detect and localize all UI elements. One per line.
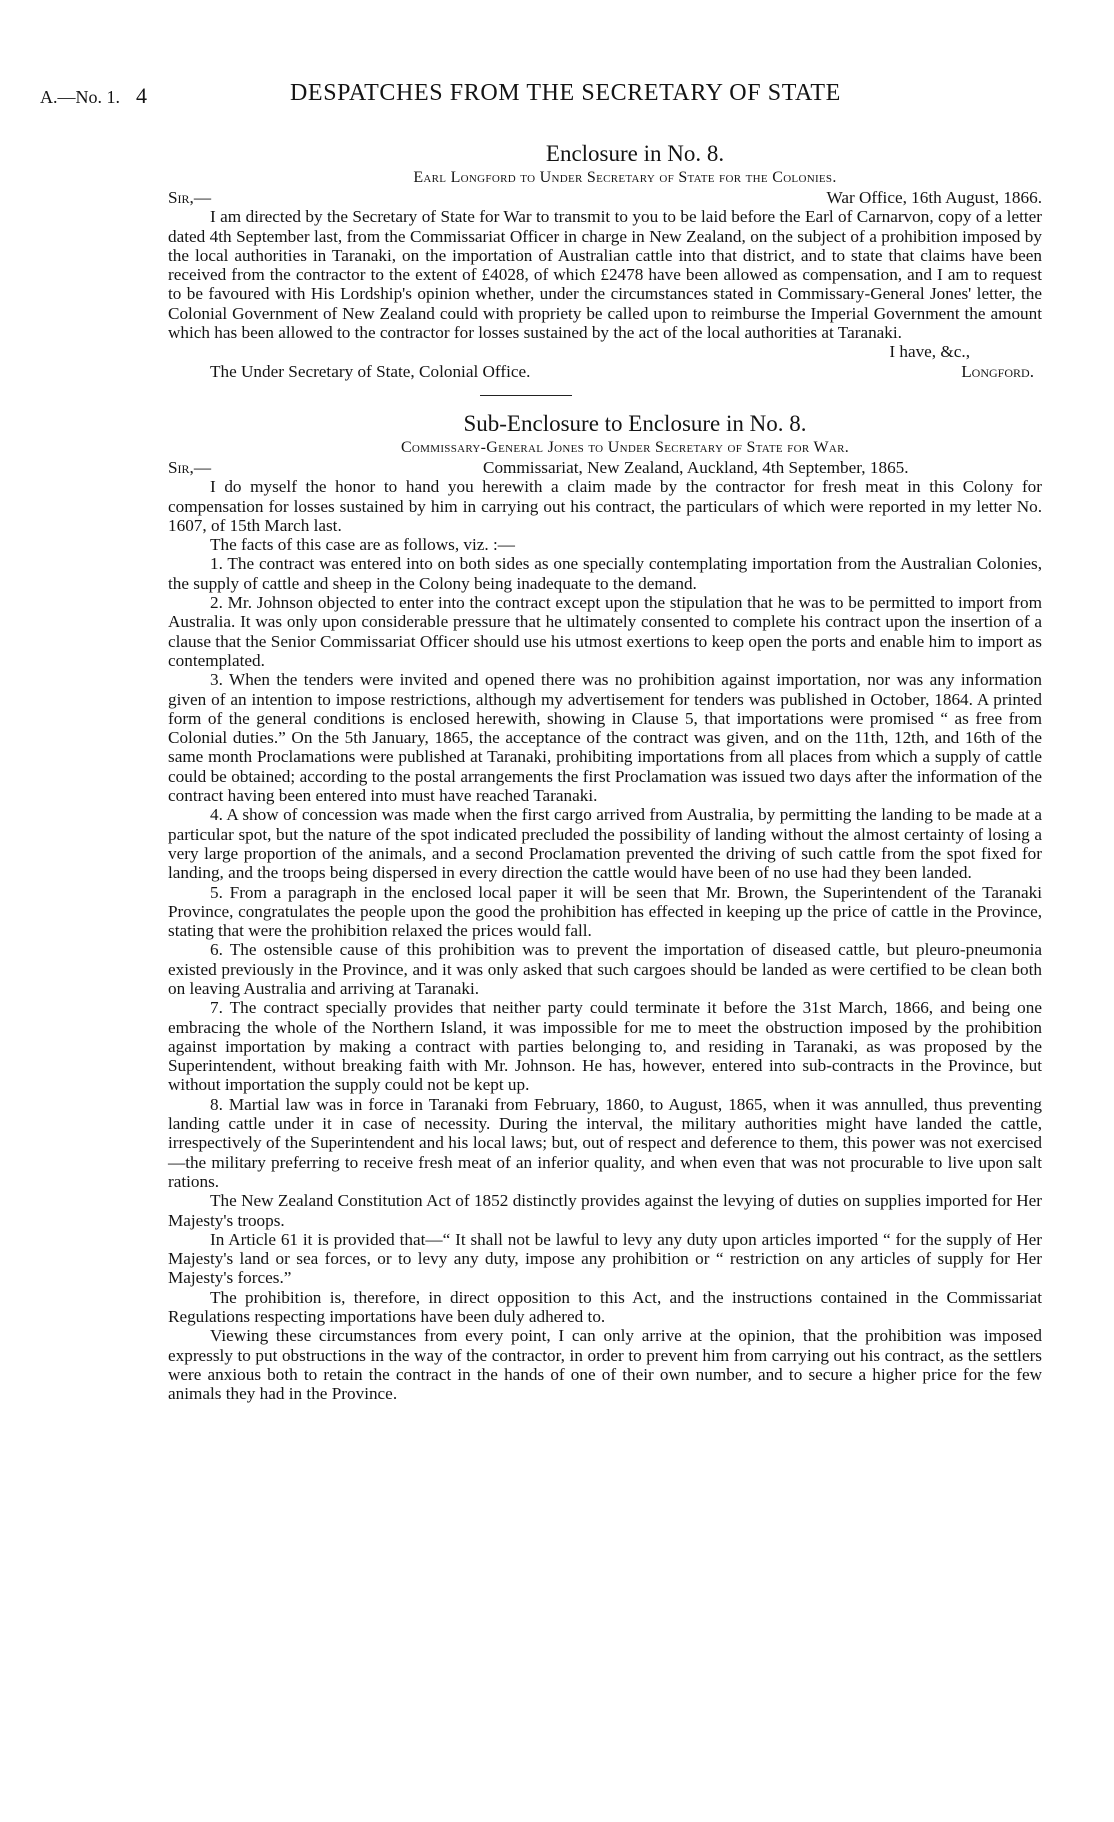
enclosure-salutation: Sir,— — [168, 188, 212, 207]
sub-enclosure-salutation: Sir,— — [168, 457, 212, 477]
paragraph: The New Zealand Constitution Act of 1852 distinctly provides against the levying of duties on supplies imported for Her Majesty's troops. — [168, 1191, 1042, 1230]
sub-enclosure-place-date: Commissariat, New Zealand, Auckland, 4th September, 1865. — [483, 457, 909, 477]
paragraph: 8. Martial law was in force in Taranaki from February, 1860, to August, 1865, when it was annulled, thus preventing landing cattle under it in case of necessity. During the interval, the military authorities might have landed the cattle, irrespectively of the Superintendent and his local laws; but, out of respect and deference to them, this power was not exercised—the military preferring to receive fresh meat of an inferior quality, and when even that was not procurable to live upon salt rations. — [168, 1094, 1042, 1191]
page-header — [40, 80, 1042, 118]
paragraph: I do myself the honor to hand you herewith a claim made by the contractor for fresh meat in this Colony for compensation for losses sustained by him in carrying out his contract, the particulars of which were reported in my letter No. 1607, of 15th March last. — [168, 477, 1042, 535]
enclosure-body: I am directed by the Secretary of State for War to transmit to you to be laid before the Earl of Carnarvon, copy of a letter dated 4th September last, from the Commissariat Officer in charge in New Zealand, on the subject of a prohibition imposed by the local authorities in Taranaki, on the importation of Australian cattle into that district, and to state that claims have been received from the contractor to the extent of £4028, of which £2478 have been allowed as compensation, and I am to request to be favoured with His Lordship's opinion whether, under the circumstances stated in Commissary-General Jones' letter, the Colonial Government of New Zealand could with propriety be called upon to reimburse the Imperial Government the amount which has been allowed to the contractor for losses sustained by the act of the local authorities at Taranaki. — [168, 207, 1042, 343]
paragraph: 4. A show of concession was made when the first cargo arrived from Australia, by permitting the landing to be made at a particular spot, but the nature of the spot indicated precluded the possibility of landing without the almost certainty of losing a very large proportion of the animals, and a second Proclamation prevented the driving of such cattle from the spot fixed for landing, and the troops being dispersed in every direction the cattle would have been of no use had they been landed. — [168, 805, 1042, 883]
enclosure-section — [168, 140, 1042, 381]
sub-enclosure-heading: Sub-Enclosure to Enclosure in No. 8. — [463, 410, 807, 436]
enclosure-heading: Enclosure in No. 8. — [545, 141, 725, 166]
paragraph: 6. The ostensible cause of this prohibition was to prevent the importation of diseased cattle, but pleuro-pneumonia existed previously in the Province, and it was only asked that such cargoes should be landed as were certified to be clean both on leaving Australia and arriving at Taranaki. — [168, 940, 1042, 998]
sub-enclosure-subheading: Commissary-General Jones to Under Secretary of State for War. — [400, 438, 850, 456]
enclosure-subheading: Earl Longford to Under Secretary of State for the Colonies. — [413, 169, 837, 186]
paragraph: Viewing these circumstances from every point, I can only arrive at the opinion, that the prohibition was imposed expressly to put obstructions in the way of the contractor, in order to prevent him from carrying out his contract, as the settlers were anxious both to retain the contract in the hands of one of their own number, and to secure a higher price for the few animals they had in the Province. — [168, 1326, 1042, 1404]
enclosure-signature-block — [168, 342, 1042, 381]
paragraph: In Article 61 it is provided that—“ It shall not be lawful to levy any duty upon articles imported “ for the supply of Her Majesty's land or sea forces, or to levy any duty, impose any prohibition or “ restriction on any articles of supply for Her Majesty's forces.” — [168, 1229, 1042, 1288]
running-title: DESPATCHES FROM THE SECRETARY OF STATE — [290, 80, 841, 106]
enclosure-signer: Longford. — [961, 361, 1034, 381]
paragraph: 2. Mr. Johnson objected to enter into the contract except upon the stipulation that he was to be permitted to import from Australia. It was only upon considerable pressure that he ultimately consented to complete his contract upon the insertion of a clause that the Senior Commissariat Officer should use his utmost exertions to keep open the ports and enable him to import as contemplated. — [168, 593, 1042, 670]
parliamentary-paper-reference: A.—No. 1. — [40, 87, 120, 107]
enclosure-addressee: The Under Secretary of State, Colonial Office. — [210, 361, 531, 381]
sub-enclosure-salutation-line — [168, 458, 1042, 477]
enclosure-place-date: War Office, 16th August, 1866. — [826, 188, 1042, 207]
enclosure-closing: I have, &c., — [889, 342, 970, 362]
paragraph: 1. The contract was entered into on both sides as one specially contemplating importation from the Australian Colonies, the supply of cattle and sheep in the Colony being inadequate to the demand. — [168, 554, 1042, 593]
paragraph: The prohibition is, therefore, in direct opposition to this Act, and the instructions contained in the Commissariat Regulations respecting importations have been duly adhered to. — [168, 1287, 1042, 1327]
enclosure-salutation-line — [168, 188, 1042, 207]
paragraph: 7. The contract specially provides that neither party could terminate it before the 31st March, 1866, and being one embracing the whole of the Northern Island, it was impossible for me to meet the obstruction imposed by the prohibition against importation by making a contract with parties belonging to, and residing in Taranaki, as was proposed by the Superintendent, without breaking faith with Mr. Johnson. He has, however, entered into sub-contracts in the Province, but without importation the supply could not be kept up. — [168, 998, 1042, 1095]
paragraph: The facts of this case are as follows, viz. :— — [210, 535, 515, 555]
paragraph: 3. When the tenders were invited and opened there was no prohibition against importation, nor was any information given of an intention to impose restrictions, although my advertisement for tenders was published in October, 1864. A printed form of the general conditions is enclosed herewith, showing in Clause 5, that importations were promised “ as free from Colonial duties.” On the 5th January, 1865, the acceptance of the contract was given, and on the 11th, 12th, and 16th of the same month Proclamations were published at Taranaki, prohibiting importations from all places from which a supply of cattle could be obtained; according to the postal arrangements the first Proclamation was issued two days after the information of the contract having been entered into must have reached Taranaki. — [168, 670, 1042, 806]
paragraph: 5. From a paragraph in the enclosed local paper it will be seen that Mr. Brown, the Superintendent of the Taranaki Province, congratulates the people upon the good the prohibition has effected in keeping up the price of cattle in the Province, stating that were the prohibition relaxed the prices would fall. — [168, 882, 1042, 941]
section-divider — [480, 395, 572, 396]
page-number: 4 — [136, 83, 147, 108]
sub-enclosure-section — [168, 410, 1042, 1404]
page-content — [168, 140, 1042, 1404]
